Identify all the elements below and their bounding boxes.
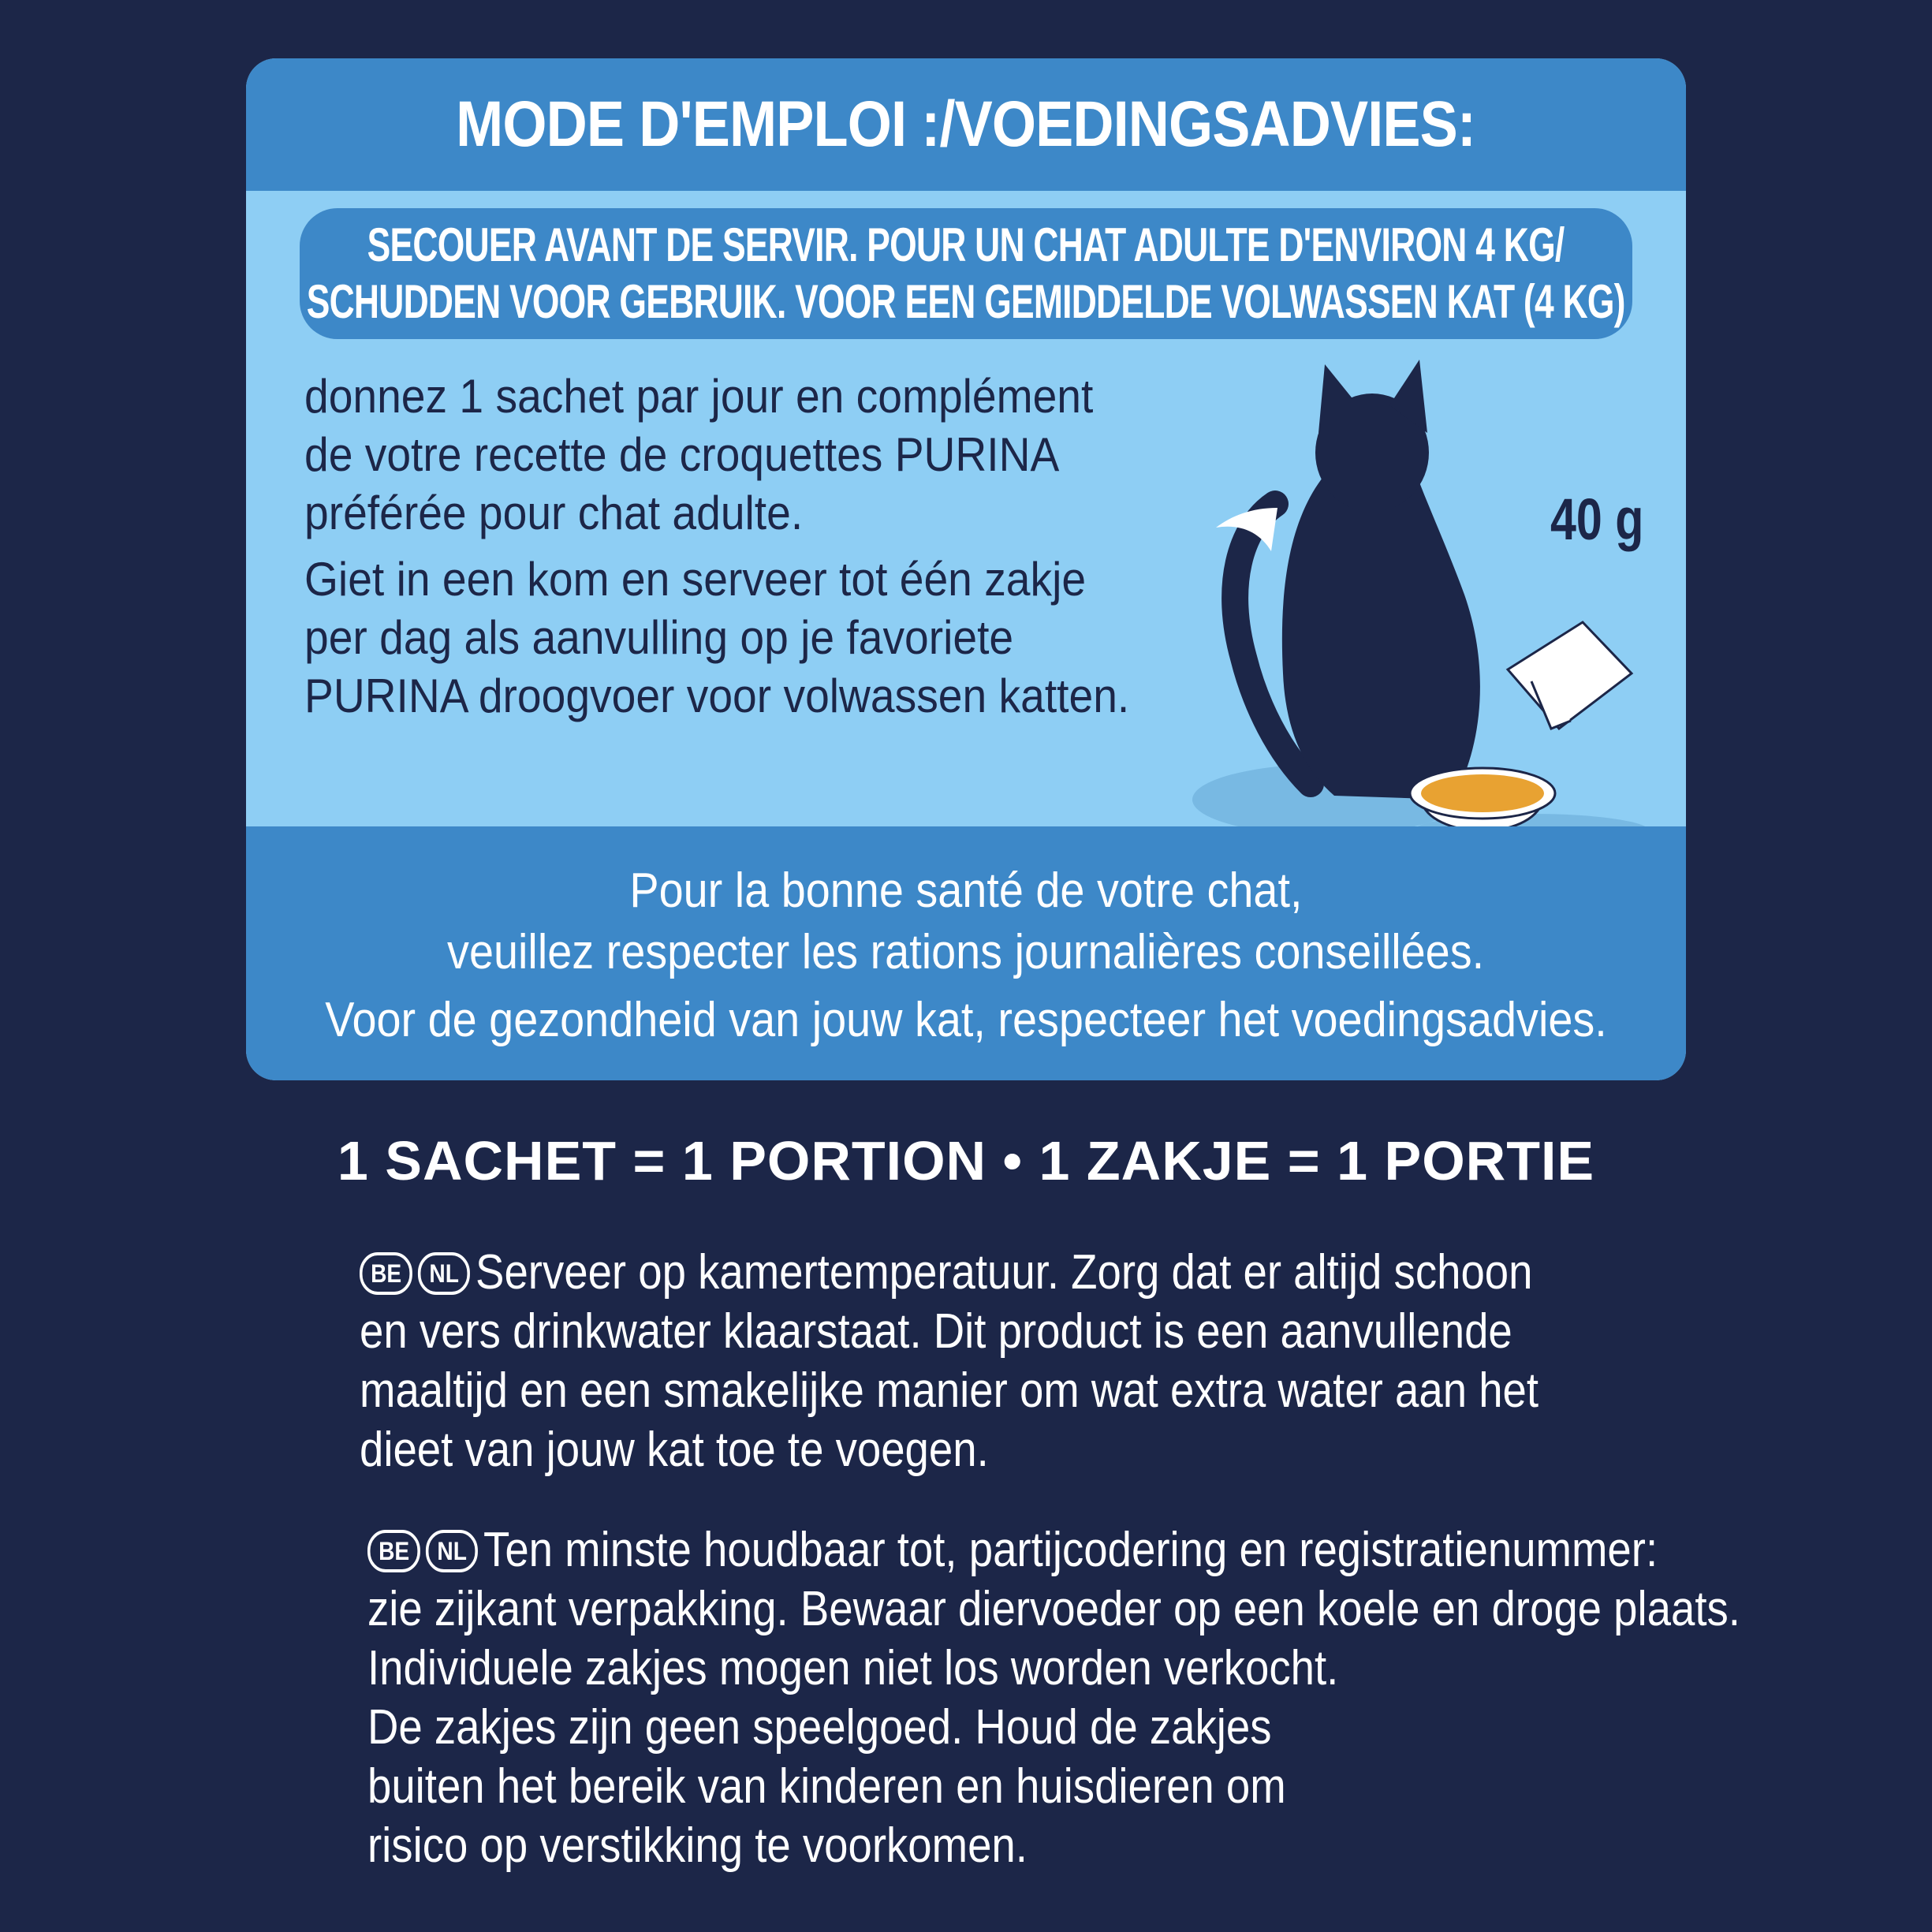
footer-line-fr: veuillez respecter les rations journalières conseillées. [447,925,1485,979]
portion-statement: 1 SACHET = 1 PORTION • 1 ZAKJE = 1 PORTIE [337,1130,1595,1192]
instruction-fr-line: de votre recette de croquettes PURINA [304,428,1060,481]
footer-line-nl: Voor de gezondheid van jouw kat, respecteer het voedingsadvies. [325,993,1607,1047]
instruction-nl-line: Giet in een kom en serveer tot één zakje [304,553,1087,606]
nl-badge-icon: NL [418,1252,470,1295]
weight-label: 40 g [1550,487,1644,552]
pill-line-fr: SECOUER AVANT DE SERVIR. POUR UN CHAT ADULTE D'ENVIRON 4 KG/ [367,218,1565,271]
feeding-instructions-card [246,58,1686,1080]
paragraph-line: en vers drinkwater klaarstaat. Dit product is een aanvullende [360,1304,1512,1359]
paragraph-line: dieet van jouw kat toe te voegen. [360,1423,989,1477]
be-badge-icon: BE [360,1252,412,1295]
paragraph-line: maaltijd en een smakelijke manier om wat extra water aan het [360,1363,1539,1418]
footer-line-fr: Pour la bonne santé de votre chat, [629,863,1303,918]
pill-line-nl: SCHUDDEN VOOR GEBRUIK. VOOR EEN GEMIDDELDE VOLWASSEN KAT (4 KG) [307,275,1625,328]
nl-badge-icon: NL [426,1530,478,1572]
instruction-fr-line: préférée pour chat adulte. [304,487,804,539]
card-title: MODE D'EMPLOI :/VOEDINGSADVIES: [456,88,1476,160]
paragraph-text: Ten minste houdbaar tot, partijcodering en registratienummer: [483,1523,1658,1577]
paragraph-text: Serveer op kamertemperatuur. Zorg dat er altijd schoon [476,1245,1533,1300]
paragraph-line [367,1520,1740,1580]
instruction-nl-line: per dag als aanvulling op je favoriete [304,611,1014,664]
paragraph-line: zie zijkant verpakking. Bewaar diervoeder op een koele en droge plaats. [367,1582,1740,1636]
be-badge-icon: BE [367,1530,420,1572]
paragraph-line: risico op verstikking te voorkomen. [367,1818,1028,1873]
card-header [246,58,1686,191]
storage-paragraph [367,1520,1740,1875]
paragraph-line: De zakjes zijn geen speelgoed. Houd de zakjes [367,1700,1272,1755]
paragraph-line [360,1243,1539,1302]
sachet-icon [1508,622,1632,729]
instruction-fr-line: donnez 1 sachet par jour en complément [304,370,1094,423]
serving-paragraph [360,1243,1539,1479]
shake-instructions-pill [300,208,1632,339]
paragraph-line: Individuele zakjes mogen niet los worden verkocht. [367,1641,1339,1695]
card-footer [246,826,1686,1080]
instructions-text [304,367,1129,725]
instruction-nl-line: PURINA droogvoer voor volwassen katten. [304,669,1130,722]
cat-illustration [1192,358,1686,863]
paragraph-line: buiten het bereik van kinderen en huisdieren om [367,1759,1286,1814]
